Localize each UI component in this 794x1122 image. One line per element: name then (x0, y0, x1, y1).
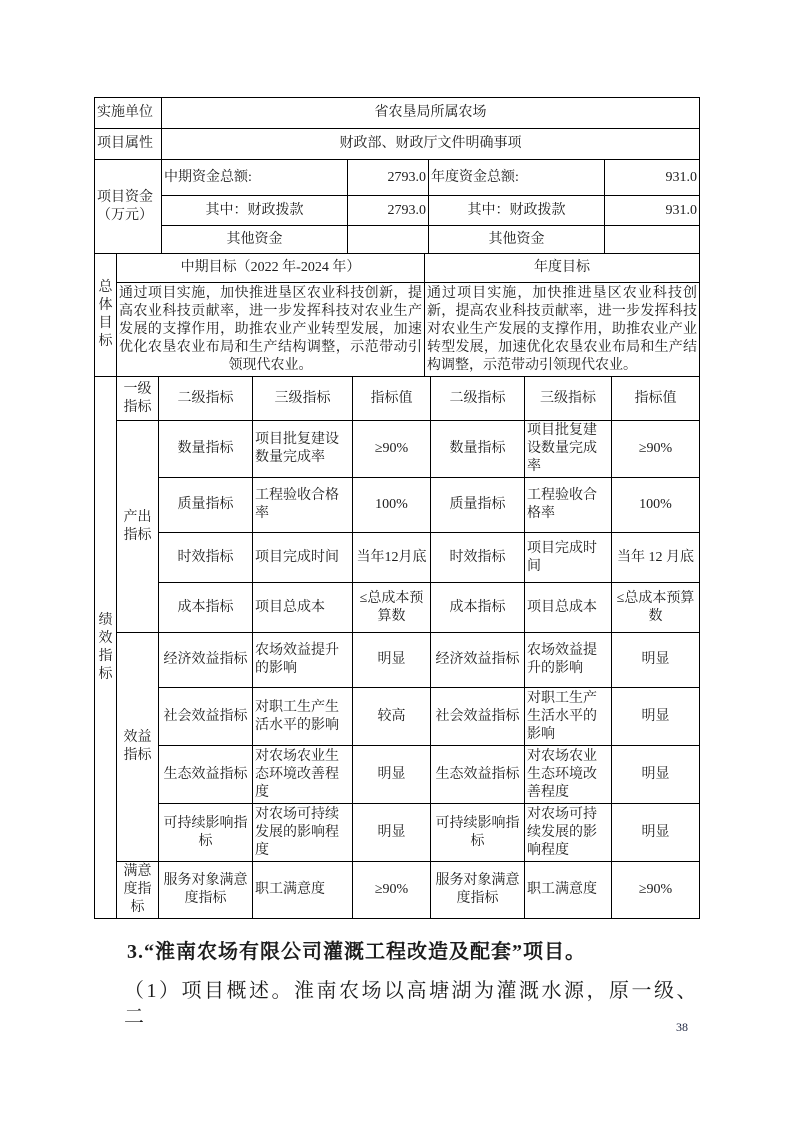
funds-label: 项目资金（万元） (95, 160, 162, 254)
perf-value-cell: 100% (353, 478, 431, 533)
perf-value-cell: ≥90% (612, 421, 700, 478)
perf-group-satisfaction-label: 满意度指标 (117, 862, 159, 919)
funds-mid-total-label: 中期资金总额: (162, 160, 348, 196)
perf-value-cell: 100% (612, 478, 700, 533)
perf-l2-cell: 数量指标 (431, 421, 525, 478)
perf-header-level3-mid: 三级指标 (253, 377, 353, 421)
perf-l3-cell: 项目批复建设数量完成率 (525, 421, 612, 478)
perf-l3-cell: 项目完成时间 (525, 533, 612, 583)
perf-header-level2-mid: 二级指标 (159, 377, 253, 421)
perf-value-cell: 明显 (353, 804, 431, 862)
perf-l2-cell: 成本指标 (159, 583, 253, 633)
perf-l3-cell: 对农场农业生态环境改善程度 (253, 746, 353, 804)
perf-value-cell: ≤总成本预算数 (612, 583, 700, 633)
perf-group-output-label: 产出指标 (117, 421, 159, 633)
report-table (94, 97, 700, 1030)
info-table (94, 97, 700, 160)
perf-header-level1: 一级指标 (117, 377, 159, 421)
perf-value-cell: 明显 (612, 688, 700, 746)
perf-header-value-annual: 指标值 (612, 377, 700, 421)
table-row (95, 804, 700, 862)
perf-l2-cell: 服务对象满意度指标 (431, 862, 525, 919)
perf-l3-cell: 农场效益提升的影响 (525, 633, 612, 688)
perf-value-cell: 较高 (353, 688, 431, 746)
goals-table (94, 253, 700, 377)
perf-header-level3-annual: 三级指标 (525, 377, 612, 421)
funds-annual-fiscal-value: 931.0 (605, 196, 700, 226)
perf-l3-cell: 农场效益提升的影响 (253, 633, 353, 688)
table-row (95, 478, 700, 533)
project-attribute-value: 财政部、财政厅文件明确事项 (162, 129, 700, 160)
goals-mid-text: 通过项目实施，加快推进垦区农业科技创新，提高农业科技贡献率，进一步发挥科技对农业生产发展的支撑作用，助推农业产业转型发展，加速优化农垦农业布局和生产结构调整，示范带动引领现代农业。 (117, 283, 425, 377)
perf-l2-cell: 社会效益指标 (159, 688, 253, 746)
perf-l2-cell: 生态效益指标 (431, 746, 525, 804)
perf-l3-cell: 工程验收合格率 (525, 478, 612, 533)
funds-mid-fiscal-value: 2793.0 (348, 196, 429, 226)
perf-l3-cell: 项目完成时间 (253, 533, 353, 583)
perf-l2-cell: 社会效益指标 (431, 688, 525, 746)
perf-l3-cell: 项目批复建设数量完成率 (253, 421, 353, 478)
performance-label: 绩效指标 (95, 377, 117, 919)
perf-value-cell: ≤总成本预算数 (353, 583, 431, 633)
perf-l2-cell: 质量指标 (159, 478, 253, 533)
perf-value-cell: ≥90% (353, 421, 431, 478)
funds-annual-total-value: 931.0 (605, 160, 700, 196)
perf-l2-cell: 经济效益指标 (159, 633, 253, 688)
perf-l3-cell: 对职工生产生活水平的影响 (525, 688, 612, 746)
perf-header-level2-annual: 二级指标 (431, 377, 525, 421)
perf-header-value-mid: 指标值 (353, 377, 431, 421)
perf-value-cell: 明显 (612, 804, 700, 862)
perf-value-cell: ≥90% (612, 862, 700, 919)
perf-l3-cell: 项目总成本 (253, 583, 353, 633)
perf-l3-cell: 对职工生产生活水平的影响 (253, 688, 353, 746)
table-row (95, 633, 700, 688)
perf-l2-cell: 成本指标 (431, 583, 525, 633)
perf-l3-cell: 对农场农业生态环境改善程度 (525, 746, 612, 804)
perf-value-cell: 明显 (353, 746, 431, 804)
funds-annual-other-label: 其他资金 (429, 226, 605, 254)
perf-value-cell: 明显 (612, 746, 700, 804)
perf-l3-cell: 项目总成本 (525, 583, 612, 633)
perf-l2-cell: 时效指标 (431, 533, 525, 583)
perf-value-cell: 明显 (612, 633, 700, 688)
goals-annual-header: 年度目标 (425, 254, 700, 283)
table-row (95, 583, 700, 633)
funds-mid-total-value: 2793.0 (348, 160, 429, 196)
funds-mid-other-value (348, 226, 429, 254)
perf-l3-cell: 对农场可持续发展的影响程度 (525, 804, 612, 862)
goals-annual-text: 通过项目实施，加快推进垦区农业科技创新，提高农业科技贡献率，进一步发挥科技对农业生产发展的支撑作用，助推农业产业转型发展，加速优化农垦农业布局和生产结构调整，示范带动引领现代农业。 (425, 283, 700, 377)
perf-l2-cell: 数量指标 (159, 421, 253, 478)
table-row (95, 862, 700, 919)
table-row (95, 746, 700, 804)
perf-value-cell: 当年 12 月底 (612, 533, 700, 583)
page-number: 38 (676, 1020, 688, 1034)
perf-group-benefit-label: 效益指标 (117, 633, 159, 862)
implementing-unit-label: 实施单位 (95, 98, 162, 129)
funds-annual-other-value (605, 226, 700, 254)
perf-l2-cell: 可持续影响指标 (431, 804, 525, 862)
perf-l2-cell: 质量指标 (431, 478, 525, 533)
goals-mid-header: 中期目标（2022 年-2024 年） (117, 254, 425, 283)
table-row (95, 421, 700, 478)
funds-annual-total-label: 年度资金总额: (429, 160, 605, 196)
body-paragraph: （1）项目概述。淮南农场以高塘湖为灌溉水源，原一级、二 (124, 980, 699, 1028)
funds-annual-fiscal-label: 其中：财政拨款 (429, 196, 605, 226)
perf-l3-cell: 工程验收合格率 (253, 478, 353, 533)
perf-l2-cell: 经济效益指标 (431, 633, 525, 688)
funds-table (94, 159, 700, 254)
funds-mid-fiscal-label: 其中：财政拨款 (162, 196, 348, 226)
implementing-unit-value: 省农垦局所属农场 (162, 98, 700, 129)
perf-l3-cell: 职工满意度 (253, 862, 353, 919)
project-attribute-label: 项目属性 (95, 129, 162, 160)
table-row (95, 533, 700, 583)
perf-l3-cell: 对农场可持续发展的影响程度 (253, 804, 353, 862)
perf-value-cell: 明显 (353, 633, 431, 688)
perf-l2-cell: 生态效益指标 (159, 746, 253, 804)
perf-l2-cell: 服务对象满意度指标 (159, 862, 253, 919)
performance-table (94, 376, 700, 919)
perf-value-cell: ≥90% (353, 862, 431, 919)
table-row (95, 688, 700, 746)
perf-value-cell: 当年12月底 (353, 533, 431, 583)
perf-l3-cell: 职工满意度 (525, 862, 612, 919)
goals-label: 总体目标 (95, 254, 117, 377)
section-heading: 3.“淮南农场有限公司灌溉工程改造及配套”项目。 (127, 941, 586, 963)
funds-mid-other-label: 其他资金 (162, 226, 348, 254)
perf-l2-cell: 可持续影响指标 (159, 804, 253, 862)
perf-l2-cell: 时效指标 (159, 533, 253, 583)
